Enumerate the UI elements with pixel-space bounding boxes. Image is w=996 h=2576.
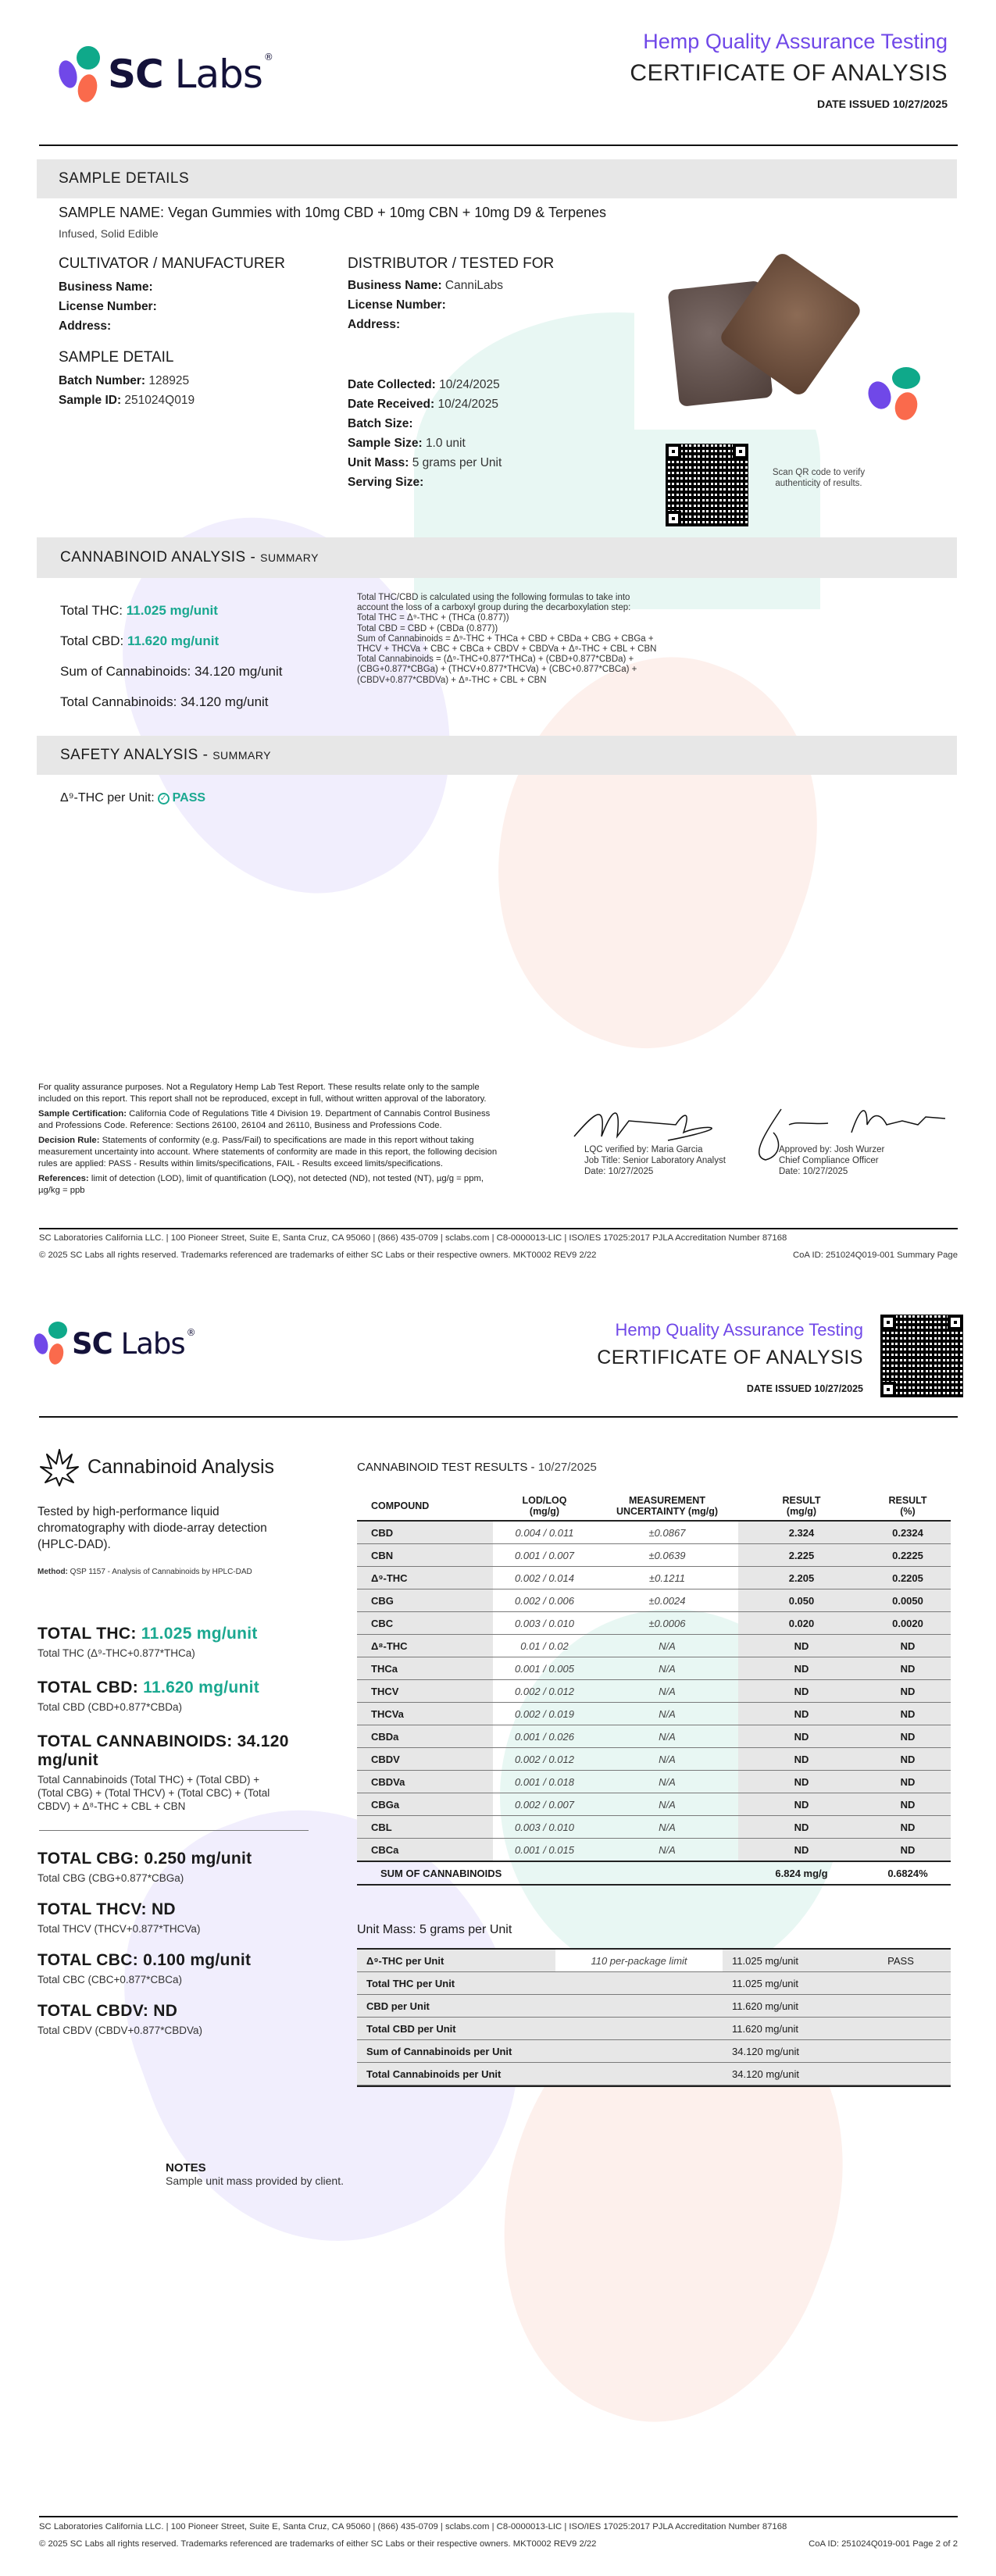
total-item <box>37 1732 350 1813</box>
totals-divider <box>39 1830 309 1831</box>
result-pct-cell: ND <box>865 1725 951 1748</box>
cannabinoid-formula-notes <box>357 593 685 686</box>
minor-total-desc: Total CBG (CBG+0.877*CBGa) <box>37 1872 184 1884</box>
sum-pct: 0.6824% <box>865 1861 951 1885</box>
uncertainty-cell: N/A <box>596 1793 738 1816</box>
uncertainty-cell: N/A <box>596 1771 738 1793</box>
unit-name-cell: CBD per Unit <box>357 1995 555 2018</box>
minor-total-value: 0.100 mg/unit <box>143 1951 252 1969</box>
unit-row <box>357 2040 951 2063</box>
unit-status-cell <box>851 1972 951 1995</box>
formula-line: account the loss of a carboxyl group during the decarboxylation step: <box>357 603 631 613</box>
result-mgg-cell: 2.324 <box>738 1521 865 1544</box>
result-mgg-cell: ND <box>738 1816 865 1839</box>
lodloq-cell: 0.002 / 0.019 <box>493 1703 596 1725</box>
page2-footer-copyright: © 2025 SC Labs all rights reserved. Trademarks referenced are trademarks of either SC Labs or their respective owners. MKT0002 REV9 2/22 <box>39 2539 597 2549</box>
minor-total-value: ND <box>151 1900 176 1918</box>
notes <box>166 2161 344 2187</box>
unit-mass-label: Unit Mass: <box>348 456 409 469</box>
uncertainty-cell: N/A <box>596 1657 738 1680</box>
distributor-address-label: Address: <box>348 318 401 331</box>
totals-block <box>37 1625 350 1813</box>
uncertainty-cell: ±0.1211 <box>596 1567 738 1589</box>
signature-maria-garcia <box>566 1101 746 1148</box>
signature-block-approver <box>779 1144 884 1177</box>
distributor-license-label: License Number: <box>348 298 446 312</box>
lodloq-cell: 0.001 / 0.018 <box>493 1771 596 1793</box>
minor-total-desc: Total CBC (CBC+0.877*CBCa) <box>37 1974 182 1986</box>
references-label: References: <box>38 1174 89 1183</box>
page2-header-titles <box>597 1320 863 1394</box>
sample-dates-section <box>348 375 502 492</box>
result-pct-cell: ND <box>865 1839 951 1862</box>
result-pct-cell: ND <box>865 1680 951 1703</box>
sample-id-value: 251024Q019 <box>124 394 195 407</box>
total-thc-label: Total THC: <box>60 603 123 618</box>
unit-value-cell: 34.120 mg/unit <box>723 2040 851 2063</box>
table-row <box>357 1793 951 1816</box>
safety-item-status: PASS <box>172 791 206 805</box>
col-lodloq: LOD/LOQ (mg/g) <box>522 1495 567 1517</box>
lodloq-cell: 0.003 / 0.010 <box>493 1612 596 1635</box>
per-unit-table <box>357 1950 951 2085</box>
table-row <box>357 1635 951 1657</box>
total-label: TOTAL CANNABINOIDS: <box>37 1732 233 1750</box>
verification-qr-code[interactable] <box>666 444 748 526</box>
sum-label: SUM OF CANNABINOIDS <box>357 1861 738 1885</box>
col-result-pct: RESULT (%) <box>888 1495 927 1517</box>
method-label: Method: <box>37 1568 68 1576</box>
table-row <box>357 1839 951 1862</box>
result-mgg-cell: ND <box>738 1725 865 1748</box>
signer-date: Date: 10/27/2025 <box>779 1167 848 1176</box>
table-row <box>357 1521 951 1544</box>
unit-name-cell: Total CBD per Unit <box>357 2018 555 2040</box>
minor-total-value: 0.250 mg/unit <box>144 1850 252 1868</box>
results-table-wrap <box>357 1492 951 1886</box>
section-title: Cannabinoid Analysis <box>87 1455 275 1478</box>
uncertainty-cell: N/A <box>596 1703 738 1725</box>
serving-size-label: Serving Size: <box>348 476 424 489</box>
lodloq-cell: 0.002 / 0.014 <box>493 1567 596 1589</box>
compound-cell: CBC <box>357 1612 493 1635</box>
sample-category: Infused, Solid Edible <box>59 227 159 240</box>
compound-cell: CBDVa <box>357 1771 493 1793</box>
brand-light: Labs <box>174 52 262 97</box>
result-pct-cell: ND <box>865 1816 951 1839</box>
unit-row <box>357 2018 951 2040</box>
uncertainty-cell: N/A <box>596 1635 738 1657</box>
distributor-heading: DISTRIBUTOR / TESTED FOR <box>348 255 555 272</box>
compound-cell: THCV <box>357 1680 493 1703</box>
minor-total-value: ND <box>153 2002 178 2020</box>
unit-name-cell: Total Cannabinoids per Unit <box>357 2063 555 2085</box>
page1-coa-id: CoA ID: 251024Q019-001 Summary Page <box>792 1251 958 1260</box>
cultivator-address-label: Address: <box>59 319 112 333</box>
result-pct-cell: ND <box>865 1657 951 1680</box>
sample-id-label: Sample ID: <box>59 394 122 407</box>
page2-footer-address: SC Laboratories California LLC. | 100 Pioneer Street, Suite E, Santa Cruz, CA 95060 | (866) 435-0709 | sclabs.com | C8-0000013-LIC | ISO/IES 17025:2017 PJLA Accreditation Number 87168 <box>39 2522 787 2531</box>
result-mgg-cell: ND <box>738 1839 865 1862</box>
sample-name <box>59 205 606 221</box>
col-result-mgg: RESULT (mg/g) <box>782 1495 821 1517</box>
disclaimer: For quality assurance purposes. Not a Regulatory Hemp Lab Test Report. These results relate only to the sample included on this report. This report shall not be reproduced, except in full, without written approval of the laboratory. <box>38 1083 487 1104</box>
brand-name <box>72 1327 195 1361</box>
result-mgg-cell: ND <box>738 1657 865 1680</box>
compound-cell: CBN <box>357 1544 493 1567</box>
date-collected-value: 10/24/2025 <box>439 378 500 391</box>
brand-bold: SC <box>72 1326 112 1361</box>
unit-limit-cell <box>555 1972 723 1995</box>
sample-name-label: SAMPLE NAME: <box>59 205 165 220</box>
total-desc: Total Cannabinoids (Total THC) + (Total CBD) + (Total CBG) + (Total THCV) + (Total CBC) + (Total CBDV) + Δ⁸-THC + CBL + CBN <box>37 1774 270 1812</box>
brand-dots-icon <box>869 367 923 422</box>
unit-limit-cell <box>555 2018 723 2040</box>
table-row <box>357 1748 951 1771</box>
uncertainty-cell: N/A <box>596 1748 738 1771</box>
result-mgg-cell: 0.050 <box>738 1589 865 1612</box>
formula-line: (CBDV+0.877*CBDVa) + Δ⁸-THC + CBL + CBN <box>357 675 547 685</box>
signer-name: LQC verified by: Maria Garcia <box>584 1145 703 1154</box>
uncertainty-cell: N/A <box>596 1816 738 1839</box>
table-row <box>357 1589 951 1612</box>
compound-cell: CBDV <box>357 1748 493 1771</box>
total-label: TOTAL CBD: <box>37 1679 138 1697</box>
total-item <box>37 1679 350 1714</box>
lodloq-cell: 0.001 / 0.026 <box>493 1725 596 1748</box>
sum-cannabinoids-label: Sum of Cannabinoids: <box>60 664 191 679</box>
table-row <box>357 1612 951 1635</box>
sc-labs-logo <box>55 43 273 105</box>
decision-rule-label: Decision Rule: <box>38 1136 100 1145</box>
total-cannabinoids-value: 34.120 mg/unit <box>180 694 269 709</box>
formula-line: Total CBD = CBD + (CBDa (0.877)) <box>357 623 498 633</box>
page1-footer-divider <box>39 1228 958 1229</box>
unit-status-cell <box>851 2063 951 2085</box>
notes-text: Sample unit mass provided by client. <box>166 2175 344 2187</box>
header-title: CERTIFICATE OF ANALYSIS <box>630 60 948 86</box>
unit-row <box>357 1995 951 2018</box>
formula-line: THCV + THCVa + CBC + CBCa + CBDV + CBDVa + Δ⁸-THC + CBL + CBN <box>357 644 657 655</box>
header-title: CERTIFICATE OF ANALYSIS <box>597 1347 863 1368</box>
safety-summary-title: SAFETY ANALYSIS - <box>60 747 209 763</box>
page2-footer-divider <box>39 2516 958 2517</box>
sample-detail-heading: SAMPLE DETAIL <box>59 349 174 366</box>
unit-table-wrap <box>357 1948 951 2087</box>
unit-mass-value: 5 grams per Unit <box>412 456 502 469</box>
cannabis-leaf-icon <box>39 1447 80 1487</box>
total-cbd-label: Total CBD: <box>60 633 124 648</box>
table-row <box>357 1567 951 1589</box>
cultivator-section <box>59 255 285 336</box>
unit-limit-cell <box>555 2040 723 2063</box>
col-compound: COMPOUND <box>371 1500 430 1511</box>
cannabinoid-results-table <box>357 1492 951 1886</box>
method-text: QSP 1157 - Analysis of Cannabinoids by HPLC-DAD <box>70 1568 252 1576</box>
unit-value-cell: 11.620 mg/unit <box>723 1995 851 2018</box>
minor-total-label: TOTAL CBDV: <box>37 2002 149 2020</box>
header-subtitle: Hemp Quality Assurance Testing <box>643 30 948 53</box>
compound-cell: THCVa <box>357 1703 493 1725</box>
result-pct-cell: 0.0020 <box>865 1612 951 1635</box>
notes-title: NOTES <box>166 2161 206 2175</box>
uncertainty-cell: ±0.0639 <box>596 1544 738 1567</box>
certification-label: Sample Certification: <box>38 1109 127 1119</box>
compound-cell: CBL <box>357 1816 493 1839</box>
total-item <box>37 1625 350 1660</box>
brand-name <box>108 52 273 97</box>
table-row <box>357 1816 951 1839</box>
distributor-business-label: Business Name: <box>348 279 442 292</box>
lodloq-cell: 0.002 / 0.012 <box>493 1680 596 1703</box>
page2-coa-id: CoA ID: 251024Q019-001 Page 2 of 2 <box>809 2539 958 2549</box>
table-row <box>357 1725 951 1748</box>
minor-total-label: TOTAL CBG: <box>37 1850 140 1868</box>
cannabinoid-summary-title: CANNABINOID ANALYSIS - <box>60 549 256 566</box>
result-pct-cell: 0.2225 <box>865 1544 951 1567</box>
sample-detail-section <box>59 349 195 410</box>
formula-line: Total THC = Δ⁹-THC + (THCa (0.877)) <box>357 613 509 623</box>
decision-rule-text: Statements of conformity (e.g. Pass/Fail) to specifications are made in this report without taking measurement uncertainty into account. Where statements of conformity are made in this report, the following decision rules are applied: PASS - Results within limits/specifications, FAIL - Results exceed limits/specifications. <box>38 1136 498 1168</box>
batch-size-label: Batch Size: <box>348 417 413 430</box>
signer-title: Job Title: Senior Laboratory Analyst <box>584 1156 726 1165</box>
lodloq-cell: 0.002 / 0.007 <box>493 1793 596 1816</box>
cannabinoid-summary-band <box>37 537 957 578</box>
lodloq-cell: 0.01 / 0.02 <box>493 1635 596 1657</box>
unit-name-cell: Sum of Cannabinoids per Unit <box>357 2040 555 2063</box>
safety-item <box>60 791 205 805</box>
date-received-value: 10/24/2025 <box>437 398 499 411</box>
registered-mark: ® <box>263 52 273 62</box>
brand-bold: SC <box>108 52 163 97</box>
sample-details-title: SAMPLE DETAILS <box>59 170 190 187</box>
uncertainty-cell: ±0.0867 <box>596 1521 738 1544</box>
header-subtitle: Hemp Quality Assurance Testing <box>615 1320 863 1340</box>
compound-cell: CBDa <box>357 1725 493 1748</box>
check-circle-icon: ✓ <box>158 793 170 805</box>
result-pct-cell: ND <box>865 1771 951 1793</box>
legal-notes <box>38 1082 507 1197</box>
results-title-label: CANNABINOID TEST RESULTS - <box>357 1461 535 1474</box>
sum-cannabinoids-value: 34.120 mg/unit <box>195 664 283 679</box>
total-value: 11.620 mg/unit <box>143 1679 260 1697</box>
col-uncertainty: MEASUREMENT UNCERTAINTY (mg/g) <box>616 1495 719 1517</box>
header-divider <box>39 144 958 146</box>
sc-labs-logo-p2 <box>31 1320 195 1367</box>
compound-cell: Δ⁹-THC <box>357 1567 493 1589</box>
sample-name-value: Vegan Gummies with 10mg CBD + 10mg CBN + 10mg D9 & Terpenes <box>168 205 606 220</box>
unit-limit-cell <box>555 2063 723 2085</box>
table-row <box>357 1703 951 1725</box>
date-collected-label: Date Collected: <box>348 378 436 391</box>
lodloq-cell: 0.001 / 0.015 <box>493 1839 596 1862</box>
minor-total-label: TOTAL CBC: <box>37 1951 138 1969</box>
total-desc: Total CBD (CBD+0.877*CBDa) <box>37 1701 182 1713</box>
compound-cell: CBG <box>357 1589 493 1612</box>
sample-details-band <box>37 159 957 198</box>
page1-footer-copyright: © 2025 SC Labs all rights reserved. Trademarks referenced are trademarks of either SC Labs or their respective owners. MKT0002 REV9 2/22 <box>39 1251 597 1260</box>
formula-line: Sum of Cannabinoids = Δ⁹-THC + THCa + CBD + CBDa + CBG + CBGa + <box>357 633 654 644</box>
product-image <box>634 250 935 430</box>
compound-cell: CBD <box>357 1521 493 1544</box>
result-mgg-cell: ND <box>738 1771 865 1793</box>
result-pct-cell: ND <box>865 1635 951 1657</box>
total-value: 11.025 mg/unit <box>141 1625 258 1643</box>
uncertainty-cell: N/A <box>596 1725 738 1748</box>
date-issued: DATE ISSUED 10/27/2025 <box>746 1383 863 1394</box>
signer-title: Chief Compliance Officer <box>779 1156 879 1165</box>
logo-dots-icon <box>31 1320 69 1367</box>
lodloq-cell: 0.002 / 0.012 <box>493 1748 596 1771</box>
cannabinoid-analysis-heading <box>39 1447 274 1487</box>
unit-name-cell: Δ⁹-THC per Unit <box>357 1950 555 1972</box>
minor-total-label: TOTAL THCV: <box>37 1900 147 1918</box>
lodloq-cell: 0.002 / 0.006 <box>493 1589 596 1612</box>
unit-row <box>357 1950 951 1972</box>
unit-value-cell: 11.025 mg/unit <box>723 1950 851 1972</box>
cannabinoid-summary-values <box>60 595 282 717</box>
table-row <box>357 1657 951 1680</box>
signature-block-lqc <box>584 1144 726 1177</box>
sum-mgg: 6.824 mg/g <box>738 1861 865 1885</box>
brand-light: Labs <box>120 1326 185 1361</box>
page1-header-titles <box>630 30 948 110</box>
result-mgg-cell: 2.225 <box>738 1544 865 1567</box>
unit-value-cell: 11.025 mg/unit <box>723 1972 851 1995</box>
lodloq-cell: 0.004 / 0.011 <box>493 1521 596 1544</box>
safety-item-label: Δ⁹-THC per Unit: <box>60 791 155 805</box>
table-row <box>357 1544 951 1567</box>
unit-status-cell <box>851 1995 951 2018</box>
lodloq-cell: 0.001 / 0.005 <box>493 1657 596 1680</box>
result-mgg-cell: ND <box>738 1680 865 1703</box>
total-desc: Total THC (Δ⁹-THC+0.877*THCa) <box>37 1647 195 1659</box>
certification-text: California Code of Regulations Title 4 Division 19. Department of Cannabis Control Business and Professions Code. Reference: Sections 26100, 26104 and 26110, Business and Professions Code. <box>38 1109 491 1130</box>
compound-cell: THCa <box>357 1657 493 1680</box>
unit-status-cell <box>851 2018 951 2040</box>
unit-status-cell <box>851 2040 951 2063</box>
signer-date: Date: 10/27/2025 <box>584 1167 654 1176</box>
cultivator-license-label: License Number: <box>59 300 157 313</box>
method-line <box>37 1568 252 1576</box>
formula-line: Total THC/CBD is calculated using the following formulas to take into <box>357 593 630 602</box>
table-row <box>357 1771 951 1793</box>
minor-totals-block <box>37 1850 350 2037</box>
batch-number-label: Batch Number: <box>59 374 146 387</box>
compound-cell: Δ⁸-THC <box>357 1635 493 1657</box>
unit-row <box>357 1972 951 1995</box>
table-row <box>357 1680 951 1703</box>
date-received-label: Date Received: <box>348 398 435 411</box>
cultivator-business-label: Business Name: <box>59 280 153 294</box>
result-mgg-cell: ND <box>738 1748 865 1771</box>
cultivator-heading: CULTIVATOR / MANUFACTURER <box>59 255 285 272</box>
result-pct-cell: 0.2205 <box>865 1567 951 1589</box>
safety-summary-subtitle: SUMMARY <box>212 749 272 762</box>
unit-status-cell: PASS <box>851 1950 951 1972</box>
verification-qr-code-p2[interactable] <box>880 1315 963 1397</box>
total-thc-value: 11.025 mg/unit <box>126 603 218 618</box>
cannabinoid-summary-subtitle: SUMMARY <box>260 551 319 564</box>
formula-line: (CBG+0.877*CBGa) + (THCV+0.877*THCVa) + (CBC+0.877*CBCa) + <box>357 665 637 675</box>
unit-row <box>357 2063 951 2085</box>
sample-size-value: 1.0 unit <box>425 437 466 450</box>
distributor-section <box>348 255 554 334</box>
batch-number-value: 128925 <box>148 374 190 387</box>
result-pct-cell: ND <box>865 1748 951 1771</box>
signer-name: Approved by: Josh Wurzer <box>779 1145 885 1154</box>
unit-value-cell: 34.120 mg/unit <box>723 2063 851 2085</box>
formula-line: Total Cannabinoids = (Δ⁹-THC+0.877*THCa) + (CBD+0.877*CBDa) + <box>357 655 634 665</box>
result-mgg-cell: 0.020 <box>738 1612 865 1635</box>
compound-cell: CBGa <box>357 1793 493 1816</box>
total-value: 34.120 mg/unit <box>37 1732 289 1769</box>
sample-size-label: Sample Size: <box>348 437 423 450</box>
distributor-business-value: CanniLabs <box>444 279 504 292</box>
unit-limit-cell: 110 per-package limit <box>555 1950 723 1972</box>
total-cbd-value: 11.620 mg/unit <box>127 633 220 648</box>
unit-limit-cell <box>555 1995 723 2018</box>
results-title-date: 10/27/2025 <box>537 1461 597 1474</box>
method-description: Tested by high-performance liquid chromatography with diode-array detection (HPLC-DAD). <box>37 1505 267 1551</box>
uncertainty-cell: ±0.0024 <box>596 1589 738 1612</box>
references-text: limit of detection (LOD), limit of quantification (LOQ), not detected (ND), not tested (NT), µg/g = ppm, µg/kg = ppb <box>38 1174 484 1195</box>
logo-dots-icon <box>55 43 103 105</box>
unit-name-cell: Total THC per Unit <box>357 1972 555 1995</box>
total-label: TOTAL THC: <box>37 1625 137 1643</box>
registered-mark: ® <box>186 1326 195 1338</box>
result-mgg-cell: ND <box>738 1703 865 1725</box>
lodloq-cell: 0.003 / 0.010 <box>493 1816 596 1839</box>
unit-value-cell: 11.620 mg/unit <box>723 2018 851 2040</box>
lodloq-cell: 0.001 / 0.007 <box>493 1544 596 1567</box>
total-cannabinoids-label: Total Cannabinoids: <box>60 694 177 709</box>
date-issued: DATE ISSUED 10/27/2025 <box>816 98 948 110</box>
result-pct-cell: ND <box>865 1703 951 1725</box>
minor-total-desc: Total CBDV (CBDV+0.877*CBDVa) <box>37 2025 202 2036</box>
uncertainty-cell: N/A <box>596 1680 738 1703</box>
result-mgg-cell: 2.205 <box>738 1567 865 1589</box>
qr-caption: Scan QR code to verify authenticity of results. <box>772 468 866 488</box>
result-mgg-cell: ND <box>738 1793 865 1816</box>
result-pct-cell: 0.0050 <box>865 1589 951 1612</box>
sum-row <box>357 1861 951 1885</box>
result-pct-cell: 0.2324 <box>865 1521 951 1544</box>
page1-footer-address: SC Laboratories California LLC. | 100 Pioneer Street, Suite E, Santa Cruz, CA 95060 | (866) 435-0709 | sclabs.com | C8-0000013-LIC | ISO/IES 17025:2017 PJLA Accreditation Number 87168 <box>39 1233 787 1243</box>
safety-summary-band <box>37 736 957 775</box>
result-mgg-cell: ND <box>738 1635 865 1657</box>
results-title <box>357 1461 597 1474</box>
page2-header-divider <box>39 1416 958 1418</box>
compound-cell: CBCa <box>357 1839 493 1862</box>
result-pct-cell: ND <box>865 1793 951 1816</box>
uncertainty-cell: ±0.0006 <box>596 1612 738 1635</box>
minor-total-desc: Total THCV (THCV+0.877*THCVa) <box>37 1923 201 1935</box>
unit-mass-title: Unit Mass: 5 grams per Unit <box>357 1923 512 1936</box>
uncertainty-cell: N/A <box>596 1839 738 1862</box>
